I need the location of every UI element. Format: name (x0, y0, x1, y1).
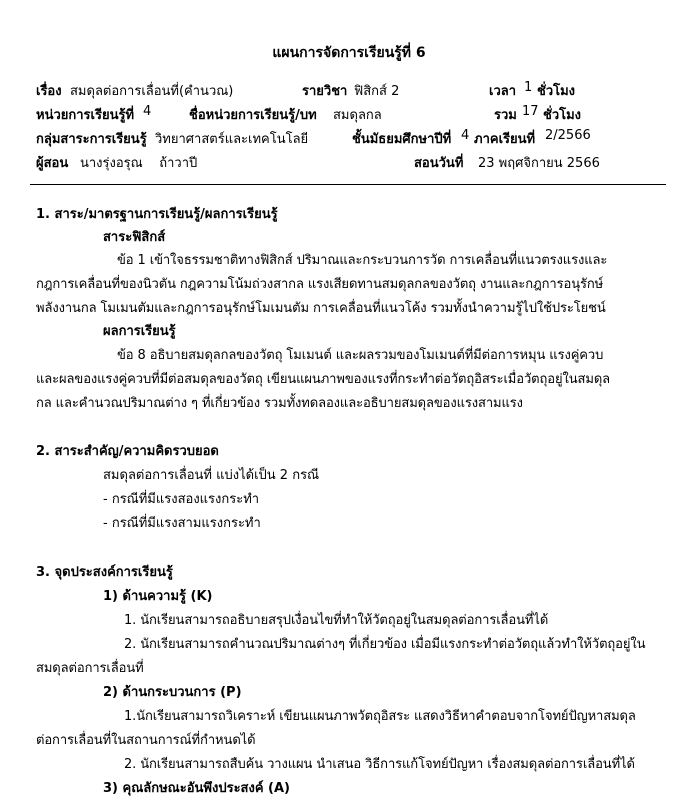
unit-value: 4 (143, 104, 152, 119)
unit-name-label: ชื่อหน่วยการเรียนรู้/บท (189, 108, 317, 123)
section3-p1-line1: 1.นักเรียนสามารถวิเคราะห์ เขียนแผนภาพวัตถุอิสระ แสดงวิธีหาคำตอบจากโจทย์ปัญหาสมดุล (124, 709, 636, 724)
section2-line3: - กรณีที่มีแรงสามแรงกระทำ (103, 516, 261, 531)
section3-p2: 2. นักเรียนสามารถสืบค้น วางแผน นำเสนอ วิธีการแก้โจทย์ปัญหา เรื่องสมดุลต่อการเลื่อนที่ได้ (124, 757, 635, 772)
grade-value: 4 (461, 128, 470, 143)
section3-p-heading: 2) ด้านกระบวนการ (P) (103, 685, 242, 700)
date-value: 23 พฤศจิกายน 2566 (478, 156, 600, 171)
section3-p1-line2: ต่อการเลื่อนที่ในสถานการณ์ที่กำหนดได้ (36, 733, 256, 748)
topic-value: สมดุลต่อการเลื่อนที่(คำนวณ) (70, 84, 234, 99)
topic-label: เรื่อง (36, 84, 62, 99)
teacher-value: นางรุ่งอรุณ ถ้าวาปี (80, 156, 198, 171)
total-unit: ชั่วโมง (543, 108, 582, 123)
section1-sub-strand: สาระฟิสิกส์ (103, 230, 166, 245)
term-value: 2/2566 (545, 128, 591, 143)
grade-label: ชั้นมัธยมศึกษาปีที่ (352, 132, 452, 147)
section2-heading: 2. สาระสำคัญ/ความคิดรวบยอด (36, 444, 219, 459)
section1-sub-outcomes: ผลการเรียนรู้ (103, 324, 176, 339)
section1-heading: 1. สาระ/มาตรฐานการเรียนรู้/ผลการเรียนรู้ (36, 207, 278, 222)
section1-p2-line2: และผลของแรงคู่ควบที่มีต่อสมดุลของวัตถุ เขียนแผนภาพของแรงที่กระทำต่อวัตถุอิสระเมื่อวัตถุอยู่ในสมดุล (36, 372, 611, 387)
section1-p2-line1: ข้อ 8 อธิบายสมดุลกลของวัตถุ โมเมนต์ และผลรวมของโมเมนต์ที่มีต่อการหมุน แรงคู่ควบ (117, 348, 604, 363)
section1-p1-line1: ข้อ 1 เข้าใจธรรมชาติทางฟิสิกส์ ปริมาณและกระบวนการวัด การเคลื่อนที่แนวตรงแรงและ (117, 253, 608, 268)
time-label: เวลา (489, 84, 517, 99)
section1-p1-line3: พลังงานกล โมเมนตัมและกฎการอนุรักษ์โมเมนตัม การเคลื่อนที่แนวโค้ง รวมทั้งนำความรู้ไปใช้ประโยชน์ (36, 301, 606, 316)
section3-heading: 3. จุดประสงค์การเรียนรู้ (36, 565, 173, 580)
term-label: ภาคเรียนที่ (474, 132, 536, 147)
teacher-label: ผู้สอน (36, 156, 69, 171)
time-unit: ชั่วโมง (537, 84, 576, 99)
page-title: แผนการจัดการเรียนรู้ที่ 6 (272, 45, 426, 61)
date-label: สอนวันที่ (414, 156, 464, 171)
section3-k2-line1: 2. นักเรียนสามารถคำนวณปริมาณต่างๆ ที่เกี่ยวข้อง เมื่อมีแรงกระทำต่อวัตถุแล้วทำให้วัตถุอยู่ใน (124, 637, 646, 652)
total-label: รวม (494, 108, 517, 123)
section1-p1-line2: กฎการเคลื่อนที่ของนิวตัน กฎความโน้มถ่วงสากล แรงเสียดทานสมดุลกลของวัตถุ งานและกฎการอนุรักษ์ (36, 277, 604, 292)
total-value: 17 (522, 104, 539, 119)
section2-line2: - กรณีที่มีแรงสองแรงกระทำ (103, 492, 260, 507)
group-value: วิทยาศาสตร์และเทคโนโลยี (155, 132, 309, 147)
subject-label: รายวิชา (302, 84, 348, 99)
section1-p2-line3: กล และคำนวณปริมาณต่าง ๆ ที่เกี่ยวข้อง รวมทั้งทดลองและอธิบายสมดุลของแรงสามแรง (36, 396, 523, 411)
unit-label: หน่วยการเรียนรู้ที่ (36, 108, 135, 123)
unit-name-value: สมดุลกล (333, 108, 382, 123)
group-label: กลุ่มสาระการเรียนรู้ (36, 132, 147, 147)
time-value: 1 (524, 80, 533, 95)
subject-value: ฟิสิกส์ 2 (354, 84, 400, 99)
section3-a-heading: 3) คุณลักษณะอันพึงประสงค์ (A) (103, 781, 290, 796)
section3-k2-line2: สมดุลต่อการเลื่อนที่ (36, 661, 144, 676)
section2-line1: สมดุลต่อการเลื่อนที่ แบ่งได้เป็น 2 กรณี (103, 468, 320, 483)
section3-k-heading: 1) ด้านความรู้ (K) (103, 589, 213, 604)
header-divider (30, 184, 666, 185)
section3-k1: 1. นักเรียนสามารถอธิบายสรุปเงื่อนไขที่ทำให้วัตถุอยู่ในสมดุลต่อการเลื่อนที่ได้ (124, 613, 549, 628)
